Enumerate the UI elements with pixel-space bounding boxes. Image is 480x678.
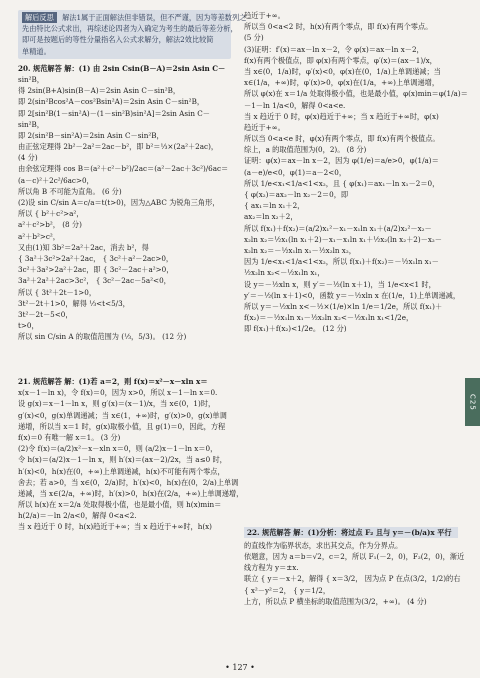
- left-line-30: 设 g(x)＝x－1－ln x，则 g′(x)＝(x－1)/x，当 x∈(0，1)时，: [18, 399, 216, 409]
- left-line-45: [18, 566, 231, 577]
- right-line-42: [244, 480, 458, 491]
- page-side-marker: C25: [465, 378, 480, 426]
- left-line-14: a²＋c²>b²， (8 分): [18, 220, 82, 230]
- left-line-32: 递增，所以当 x＝1 时，g(x)取极小值，且 g(1)＝0，因此，方程: [18, 421, 226, 431]
- left-line-9: 由余弦定理得 cos B＝(a²＋c²－b²)/2ac＝(a²－2ac＋3c²)/6ac＝: [18, 164, 229, 174]
- left-line-8: (4 分): [18, 153, 38, 163]
- right-line-13: 证明：φ(x)＝ax－ln x－2，因为 φ(1/e)＝a/e>0，φ(1/a)＝: [244, 156, 439, 166]
- left-line-16: 又由(1)知 3b²＝2a²＋2ac，消去 b²，得: [18, 242, 149, 252]
- left-line-47: [18, 589, 231, 600]
- left-line-37: 舍去；若 a>0，当 x∈(0，2/a)时，h′(x)<0，h(x)在(0，2/a)上单调: [18, 477, 239, 487]
- left-line-44: [18, 555, 231, 566]
- left-line-46: [18, 577, 231, 588]
- right-line-38: [244, 435, 458, 446]
- right-line-23: ½x₂ln x₂<－½x₁ln x₁，: [244, 268, 325, 278]
- right-line-47: 的直线作为临界状态，求出其交点，作为分界点。: [244, 540, 403, 550]
- left-line-42: [18, 533, 231, 544]
- left-line-39: 所以 h(x)在 x＝2/a 处取得极小值，也是最小值，则 h(x)min＝: [18, 500, 222, 510]
- right-line-49: 线方程为 y＝±x.: [244, 563, 299, 573]
- left-line-43: [18, 544, 231, 555]
- right-line-12: 综上，a 的取值范围为(0，2)。 (8 分): [244, 145, 367, 155]
- right-line-7: 所以 φ(x)在 x＝1/a 处取得极小值，也是最小值，φ(x)min＝φ(1/a)＝: [244, 89, 468, 99]
- right-line-16: { φ(x₂)＝ax₂－ln x₂－2＝0，即: [244, 190, 349, 199]
- right-line-32: [244, 368, 458, 379]
- right-line-21: x₂ln x₂＝－½x₁ln x₁－½x₂ln x₂，: [244, 245, 356, 255]
- left-line-48: [18, 600, 231, 611]
- right-line-1: 所以当 0<a<2 时，h(x)有两个零点，即 f(x)有两个零点。: [244, 22, 433, 32]
- note-tag: 解后反思: [22, 12, 57, 23]
- right-line-35: [244, 402, 458, 413]
- left-line-4: 即 2[sin²B(1－sin²A)－(1－sin²B)sin²A]＝2sin Asin C－: [18, 108, 210, 118]
- left-line-40: h(2/a)＝－ln 2/a<0，解得 0<a<2.: [18, 511, 137, 521]
- q20-heading: 20. 规范解答 解：(1) 由 2sin Csin(B－A)＝2sin Asin C－: [18, 63, 226, 73]
- right-line-37: [244, 424, 458, 435]
- solution-note-box: [18, 10, 247, 59]
- right-line-30: [244, 346, 458, 357]
- note-line-2: 先由特比公式求出，再综述论四者为入确定为考生的最后等差分析，: [22, 24, 238, 34]
- left-line-50: [18, 622, 231, 633]
- left-line-22: 3t²－2t－5<0，: [18, 309, 73, 319]
- left-line-21: 3t²－2t＋1>0，解得 ⅓<t<5/3，: [18, 298, 130, 308]
- left-line-33: f(x)＝0 有唯一解 x＝1。 (3 分): [18, 432, 121, 442]
- right-line-36: [244, 413, 458, 424]
- left-line-41: 当 x 趋近于 0 时，h(x)趋近于+∞；当 x 趋近于+∞时，h(x): [18, 522, 212, 532]
- right-line-28: 即 f(x₁)＋f(x₂)<1/2e。 (12 分): [244, 324, 347, 334]
- left-line-13: 所以 { b²＋c²>a²，: [18, 209, 84, 219]
- q21-heading: 21. 规范解答 解：(1)若 a＝2，则 f(x)＝x²－x－xln x＝: [18, 377, 208, 386]
- note-line-1: 解后反思 解法1属于正面解法但非错误，但不严谨，因为等差数列之: [22, 12, 227, 23]
- left-line-6: 即 2(sin²B－sin²A)＝2sin Asin C－sin²B，: [18, 130, 164, 140]
- right-line-4: f(x)有两个极值点，即 φ(x)有两个零点，φ′(x)＝(ax－1)/x，: [244, 55, 437, 65]
- left-line-15: a²＋b²>c²，: [18, 231, 60, 241]
- right-line-10: 趋近于+∞。: [244, 122, 285, 132]
- right-line-26: 所以 y＝－½xln x<－½×(1/e)×ln 1/e＝1/2e，所以 f(x₁)＋: [244, 301, 443, 311]
- right-line-22: 因为 1/e<x₁<1/a<1<x₂，所以 f(x₁)＋f(x₂)＝－½x₁ln x₁－: [244, 257, 439, 267]
- right-line-20: x₂ln x₂＝½x₁(ln x₁＋2)－x₁－x₁ln x₁＋½x₂(ln x₂＋2)－x₂－: [244, 234, 442, 244]
- right-line-19: 所以 f(x₁)＋f(x₂)＝(a/2)x₁²－x₁－x₁ln x₁＋(a/2)x₂²－x₂－: [244, 223, 432, 233]
- right-line-25: y′＝－½(ln x＋1)<0，函数 y＝－½xln x 在(1/e，1)上单调递减，: [244, 290, 461, 300]
- left-line-34: (2)令 f(x)＝(a/2)x²－x－xln x＝0，则 (a/2)x－1－ln x＝0，: [18, 444, 218, 454]
- right-line-2: (5 分): [244, 33, 264, 43]
- right-line-5: 当 x∈(0，1/a)时，φ′(x)<0，φ(x)在(0，1/a)上单调递减；当: [244, 66, 441, 76]
- left-line-1: sin²B，: [18, 74, 44, 84]
- right-line-48: 依题意，因为 a＝b＝√2，c＝2，所以 F₁(－2，0)，F₂(2，0)，渐近: [244, 552, 465, 561]
- right-line-44: [244, 502, 458, 513]
- right-line-33: [244, 379, 458, 390]
- left-line-38: 递减，当 x∈(2/a，+∞)时，h′(x)>0，h(x)在(2/a，+∞)上单调递增，: [18, 488, 244, 498]
- left-line-24: 所以 sin C/sin A 的取值范围为 (⅓，5/3)。 (12 分): [18, 332, 187, 342]
- right-line-45: [244, 513, 458, 524]
- left-line-17: { 3a²＋3c²>2a²＋2ac， { 3c²＋a²－2ac>0，: [18, 253, 174, 263]
- right-line-41: [244, 469, 458, 480]
- right-line-9: 当 x 趋近于 0 时，φ(x)趋近于+∞；当 x 趋近于+∞时，φ(x): [244, 111, 439, 121]
- right-line-31: [244, 357, 458, 368]
- right-column: [244, 10, 468, 618]
- right-line-15: 所以 1/e<x₁<1/a<1<x₂，且 { φ(x₁)＝ax₁－ln x₁－2＝0，: [244, 178, 440, 188]
- note-line-4: 单精道。: [22, 46, 51, 56]
- left-line-18: 3c²＋3a²>2a²＋2ac，即 { 3c²－2ac＋a²>0，: [18, 265, 174, 275]
- right-line-43: [244, 491, 458, 502]
- right-line-3: (3)证明：f′(x)＝ax－ln x－2，令 φ(x)＝ax－ln x－2，: [244, 44, 424, 54]
- right-line-34: [244, 390, 458, 401]
- right-line-17: { ax₁＝ln x₁＋2，: [244, 201, 305, 211]
- right-line-14: (a－e)/e<0，φ(1)＝a－2<0，: [244, 167, 347, 177]
- left-line-11: 所以角 B 不可能为直角。 (6 分): [18, 186, 122, 196]
- right-line-27: f(x₂)＝－½x₁ln x₁－½x₂ln x₂<－½x₁ln x₁<1/2e，: [244, 313, 414, 323]
- note-line-3: 即可是按题后的等性分量指名入公式求解分，解法2效比较简: [22, 35, 214, 45]
- left-line-25: [18, 342, 231, 353]
- left-line-2: 得 2sin(B+A)sin(B－A)＝2sin Asin C－sin²B，: [18, 86, 181, 96]
- right-line-0: 趋近于+∞。: [244, 11, 285, 20]
- left-line-19: 3a²＋2a²＋2ac>3c²， { 3c²－2ac－5a²<0，: [18, 276, 171, 286]
- right-line-40: [244, 458, 458, 469]
- left-line-5: sin²B，: [18, 119, 44, 129]
- right-line-24: 设 y＝－½xln x，则 y′＝－½(ln x＋1)，当 1/e<x<1 时，: [244, 279, 436, 289]
- right-line-39: [244, 446, 458, 457]
- left-line-10: (a－c)²＋2c²/6ac>0，: [18, 175, 94, 185]
- right-line-8: －1－ln 1/a<0，解得 0<a<e.: [244, 100, 346, 110]
- left-line-29: x(x－1－ln x)，令 f(x)＝0，因为 x>0，所以 x－1－ln x＝0.: [18, 388, 218, 398]
- page-number: • 127 •: [225, 663, 255, 672]
- right-line-50: 联立 { y＝－x＋2，解得 { x＝3/2， 因为点 P 在点(3/2，1/2)的右: [244, 574, 461, 584]
- left-line-20: 所以 { 3t²＋2t－1>0，: [18, 287, 97, 297]
- right-line-51: { x²－y²＝2， { y＝1/2，: [244, 585, 331, 595]
- left-line-12: (2)设 sin C/sin A＝c/a＝t(t>0)，因为△ABC 为锐角三角形，: [18, 198, 220, 207]
- left-line-49: [18, 611, 231, 622]
- right-line-18: ax₂＝ln x₂＋2，: [244, 212, 298, 222]
- left-line-7: 由正弦定理得 2b²－2a²＝2ac－b²，即 b²＝⅓×(2a²＋2ac)，: [18, 142, 219, 152]
- left-line-23: t>0，: [18, 321, 39, 331]
- left-line-52: [18, 645, 231, 656]
- left-line-31: g′(x)<0，g(x)单调递减；当 x∈(1，+∞)时，g′(x)>0，g(x)单调: [18, 410, 227, 420]
- right-line-52: 上方，所以点 P 横坐标的取值范围为(3/2，+∞)。 (4 分): [244, 596, 427, 606]
- left-line-3: 即 2(sin²Bcos²A－cos²Bsin²A)＝2sin Asin C－sin²B，: [18, 97, 205, 107]
- left-line-27: [18, 365, 231, 376]
- right-line-29: [244, 334, 458, 345]
- right-line-6: x∈(1/a，+∞)时，φ′(x)>0，φ(x)在(1/a，+∞)上单调递增，: [244, 78, 440, 88]
- left-column: [18, 10, 247, 656]
- left-line-35: 令 h(x)＝(a/2)x－1－ln x，则 h′(x)＝(ax－2)/2x，当 a≤0 时，: [18, 455, 227, 465]
- left-line-26: [18, 354, 231, 365]
- q22-heading: 22. 规范解答 解：(1)分析：将过点 F₂ 且与 y＝－(b/a)x 平行: [244, 527, 458, 538]
- left-line-36: h′(x)<0，h(x)在(0，+∞)上单调递减，h(x)不可能有两个零点，: [18, 466, 225, 476]
- right-line-53: [244, 607, 458, 618]
- right-line-11: 所以当 0<a<e 时，φ(x)有两个零点，即 f(x)有两个极值点。: [244, 134, 440, 144]
- left-line-51: [18, 633, 231, 644]
